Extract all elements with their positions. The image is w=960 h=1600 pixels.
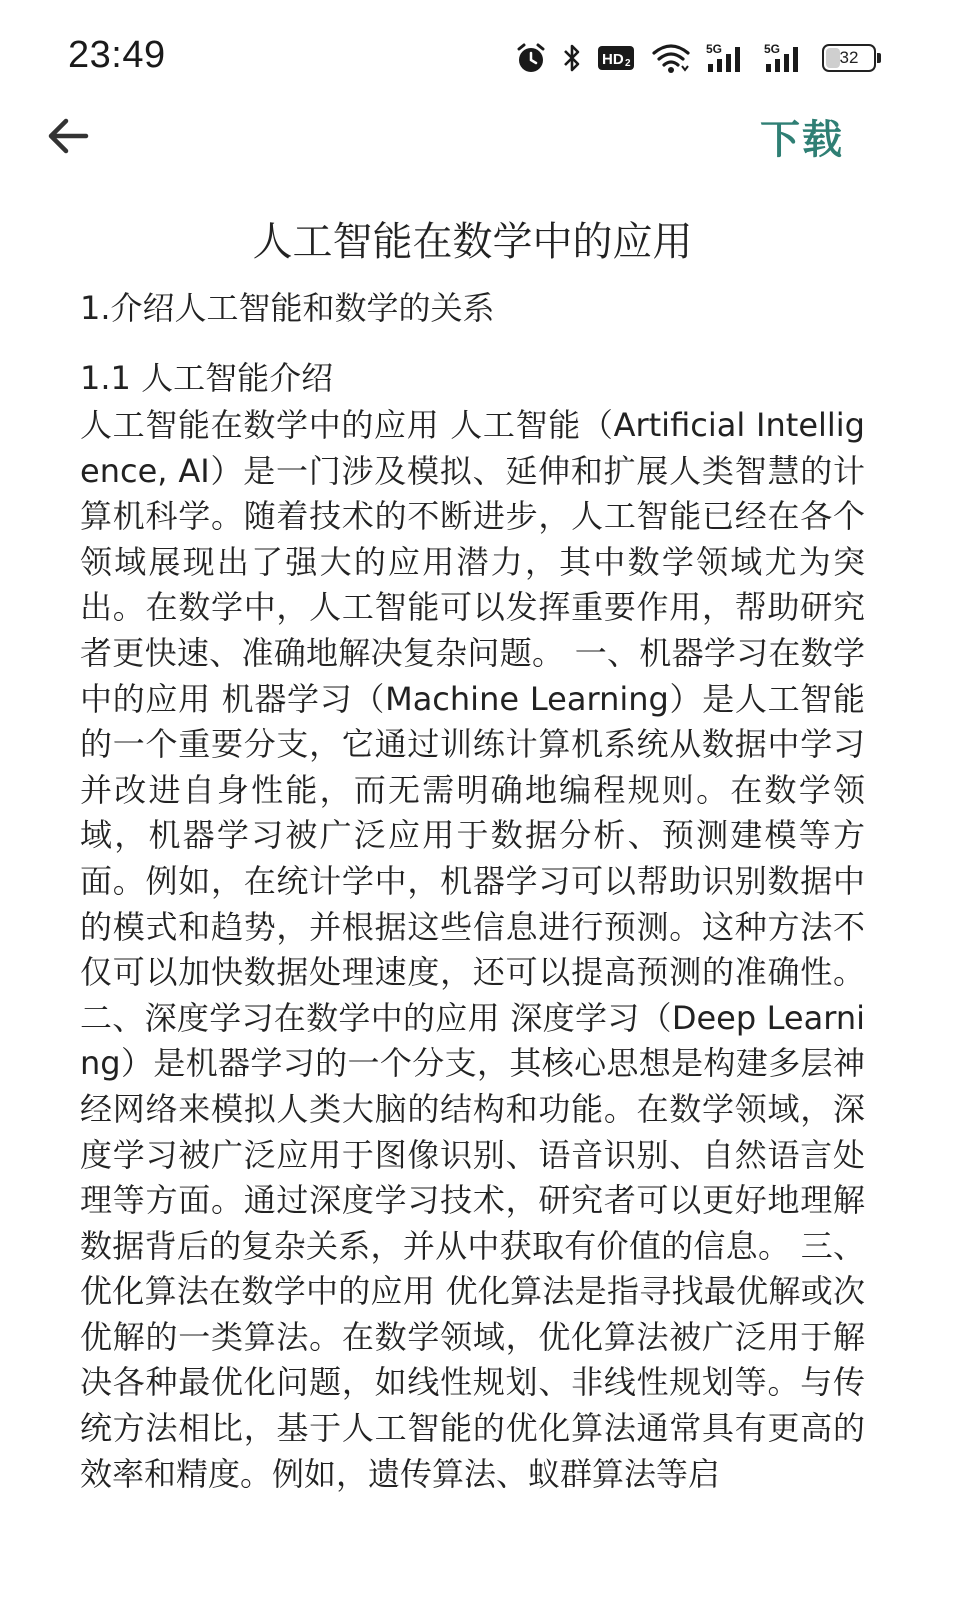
sim1-5g-label: 5G bbox=[706, 42, 723, 56]
hd-voice-icon bbox=[598, 44, 636, 72]
wifi-icon bbox=[652, 42, 690, 74]
signal-5g-icon bbox=[764, 42, 806, 74]
back-button[interactable] bbox=[42, 108, 94, 160]
battery-level: 32 bbox=[839, 48, 859, 67]
status-icons bbox=[516, 38, 876, 78]
subsection-heading: 1.1 人工智能介绍 bbox=[80, 359, 334, 397]
document-viewer[interactable] bbox=[80, 210, 865, 1497]
alarm-icon bbox=[516, 42, 546, 74]
arrow-left-icon bbox=[42, 108, 94, 160]
battery-fill bbox=[826, 48, 840, 68]
battery-icon bbox=[822, 44, 876, 72]
signal-5g-icon bbox=[706, 42, 748, 74]
download-button[interactable]: 下载 bbox=[760, 117, 844, 163]
hd-sub-label: 2 bbox=[625, 58, 631, 69]
document-title: 人工智能在数学中的应用 bbox=[252, 219, 693, 265]
document-body-text: 人工智能在数学中的应用 人工智能（Artificial Intelligence, AI）是一门涉及模拟、延伸和扩展人类智慧的计算机科学。随着技术的不断进步，人工智能已经在各个领域展现出了强大的应用潜力，其中数学领域尤为突出。在数学中，人工智能可以发挥重要作用，帮助研究者更快速、准确地解决复杂问题。 一、机器学习在数学中的应用 机器学习（Machine Learning）是人工智能的一个重要分支，它通过训练计算机系统从数据中学习并改进自身性能，而无需明确地编程规则。在数学领域，机器学习被广泛应用于数据分析、预测建模等方面。例如，在统计学中，机器学习可以帮助识别数据中的模式和趋势，并根据这些信息进行预测。这种方法不仅可以加快数据处理速度，还可以提高预测的准确性。 二、深度学习在数学中的应用 深度学习（Deep Learning）是机器学习的一个分支，其核心思想是构建多层神经网络来模拟人类大脑的结构和功能。在数学领域，深度学习被广泛应用于图像识别、语音识别、自然语言处理等方面。通过深度学习技术，研究者可以更好地理解数据背后的复杂关系，并从中获取有价值的信息。 三、优化算法在数学中的应用 优化算法是指寻找最优解或次优解的一类算法。在数学领域，优化算法被广泛用于解决各种最优化问题，如线性规划、非线性规划等。与传统方法相比，基于人工智能的优化算法通常具有更高的效率和精度。例如，遗传算法、蚁群算法等启 bbox=[80, 406, 865, 1493]
status-bar bbox=[0, 0, 960, 112]
status-time: 23:49 bbox=[68, 34, 166, 76]
section-heading: 1.介绍人工智能和数学的关系 bbox=[80, 289, 495, 327]
sim2-5g-label: 5G bbox=[764, 42, 781, 56]
hd-label: HD bbox=[602, 51, 624, 68]
bluetooth-icon bbox=[562, 42, 582, 74]
app-bar bbox=[0, 100, 960, 170]
